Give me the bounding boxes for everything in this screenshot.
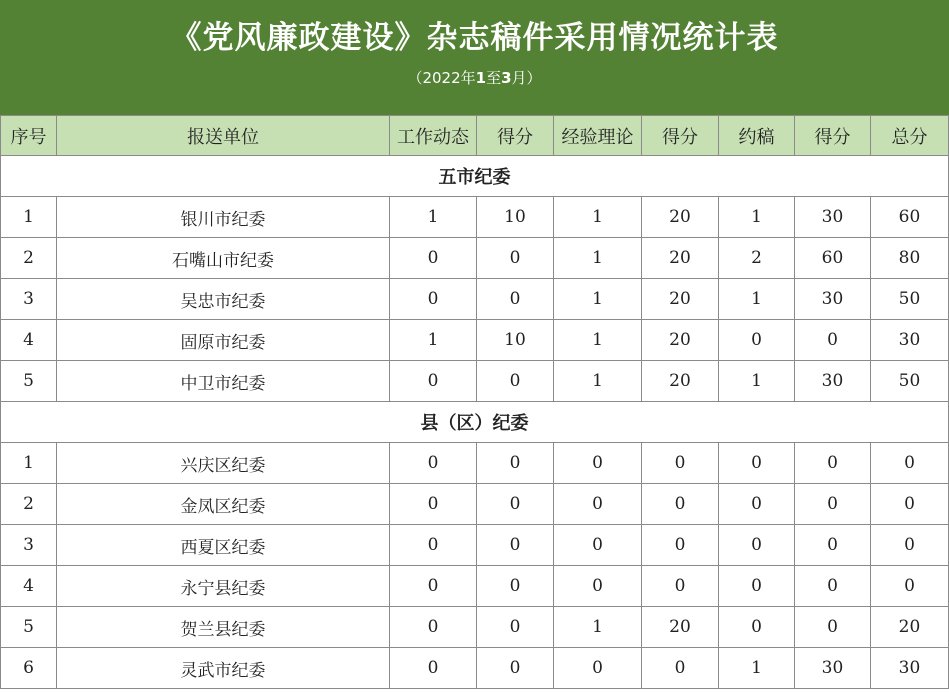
cell-experience-theory[interactable]: 1 <box>554 361 642 402</box>
cell-score-1[interactable]: 0 <box>477 484 554 525</box>
cell-experience-theory[interactable]: 0 <box>554 566 642 607</box>
section-row <box>1 156 949 197</box>
cell-total[interactable]: 30 <box>871 648 949 689</box>
col-header-total[interactable]: 总分 <box>871 116 949 156</box>
col-header-index[interactable]: 序号 <box>1 116 57 156</box>
table-row <box>1 607 949 648</box>
cell-score-3[interactable]: 0 <box>795 484 871 525</box>
cell-commissioned[interactable]: 0 <box>719 320 795 361</box>
cell-commissioned[interactable]: 0 <box>719 566 795 607</box>
cell-commissioned[interactable]: 2 <box>719 238 795 279</box>
table-row <box>1 484 949 525</box>
cell-total[interactable]: 0 <box>871 525 949 566</box>
cell-commissioned[interactable]: 0 <box>719 484 795 525</box>
table-body <box>1 156 949 689</box>
cell-score-2[interactable]: 20 <box>642 238 719 279</box>
cell-index[interactable]: 1 <box>1 443 57 484</box>
cell-score-1[interactable]: 0 <box>477 279 554 320</box>
cell-work-news[interactable]: 0 <box>390 443 477 484</box>
cell-experience-theory[interactable]: 1 <box>554 279 642 320</box>
cell-index[interactable]: 3 <box>1 525 57 566</box>
col-header-score-3[interactable]: 得分 <box>795 116 871 156</box>
date-range-open: （2022年 <box>407 69 476 87</box>
cell-unit[interactable]: 固原市纪委 <box>57 320 390 361</box>
cell-work-news[interactable]: 0 <box>390 607 477 648</box>
cell-unit[interactable]: 永宁县纪委 <box>57 566 390 607</box>
table-row <box>1 238 949 279</box>
cell-unit[interactable]: 灵武市纪委 <box>57 648 390 689</box>
cell-total[interactable]: 50 <box>871 279 949 320</box>
cell-score-1[interactable]: 0 <box>477 648 554 689</box>
cell-score-3[interactable]: 0 <box>795 525 871 566</box>
header-row <box>1 116 949 156</box>
cell-unit[interactable]: 石嘴山市纪委 <box>57 238 390 279</box>
col-header-work-news[interactable]: 工作动态 <box>390 116 477 156</box>
table-row <box>1 443 949 484</box>
cell-score-2[interactable]: 0 <box>642 648 719 689</box>
table-row <box>1 320 949 361</box>
cell-experience-theory[interactable]: 0 <box>554 525 642 566</box>
cell-index[interactable]: 1 <box>1 197 57 238</box>
cell-score-1[interactable]: 0 <box>477 238 554 279</box>
section-title[interactable]: 县（区）纪委 <box>1 402 949 443</box>
cell-work-news[interactable]: 1 <box>390 320 477 361</box>
cell-score-3[interactable]: 30 <box>795 279 871 320</box>
cell-index[interactable]: 6 <box>1 648 57 689</box>
cell-commissioned[interactable]: 1 <box>719 197 795 238</box>
cell-experience-theory[interactable]: 1 <box>554 607 642 648</box>
cell-total[interactable]: 0 <box>871 443 949 484</box>
cell-score-2[interactable]: 0 <box>642 566 719 607</box>
table-row <box>1 648 949 689</box>
cell-total[interactable]: 60 <box>871 197 949 238</box>
cell-unit[interactable]: 兴庆区纪委 <box>57 443 390 484</box>
cell-total[interactable]: 20 <box>871 607 949 648</box>
cell-total[interactable]: 0 <box>871 566 949 607</box>
cell-work-news[interactable]: 0 <box>390 525 477 566</box>
cell-score-1[interactable]: 10 <box>477 197 554 238</box>
cell-total[interactable]: 30 <box>871 320 949 361</box>
table-title: 《党风廉政建设》杂志稿件采用情况统计表 <box>170 20 779 56</box>
date-range-close: 月） <box>511 69 542 87</box>
cell-score-1[interactable]: 0 <box>477 361 554 402</box>
date-range <box>0 67 949 89</box>
statistics-table <box>0 115 949 689</box>
cell-commissioned[interactable]: 1 <box>719 279 795 320</box>
cell-score-3[interactable]: 30 <box>795 648 871 689</box>
col-header-commissioned[interactable]: 约稿 <box>719 116 795 156</box>
cell-score-3[interactable]: 30 <box>795 361 871 402</box>
cell-score-2[interactable]: 0 <box>642 484 719 525</box>
cell-score-1[interactable]: 0 <box>477 525 554 566</box>
cell-score-2[interactable]: 20 <box>642 197 719 238</box>
cell-unit[interactable]: 中卫市纪委 <box>57 361 390 402</box>
cell-total[interactable]: 50 <box>871 361 949 402</box>
cell-index[interactable]: 5 <box>1 361 57 402</box>
cell-score-2[interactable]: 20 <box>642 607 719 648</box>
cell-score-3[interactable]: 0 <box>795 566 871 607</box>
cell-total[interactable]: 0 <box>871 484 949 525</box>
cell-score-2[interactable]: 20 <box>642 361 719 402</box>
cell-index[interactable]: 2 <box>1 484 57 525</box>
cell-unit[interactable]: 银川市纪委 <box>57 197 390 238</box>
table-row <box>1 197 949 238</box>
cell-experience-theory[interactable]: 1 <box>554 238 642 279</box>
cell-unit[interactable]: 西夏区纪委 <box>57 525 390 566</box>
cell-unit[interactable]: 金凤区纪委 <box>57 484 390 525</box>
cell-work-news[interactable]: 0 <box>390 238 477 279</box>
cell-score-1[interactable]: 0 <box>477 607 554 648</box>
date-range-end-month: 3 <box>501 69 512 87</box>
date-range-start-month: 1 <box>475 69 487 87</box>
col-header-unit[interactable]: 报送单位 <box>57 116 390 156</box>
col-header-experience-theory[interactable]: 经验理论 <box>554 116 642 156</box>
cell-experience-theory[interactable]: 0 <box>554 648 642 689</box>
cell-experience-theory[interactable]: 1 <box>554 197 642 238</box>
table-row <box>1 525 949 566</box>
cell-total[interactable]: 80 <box>871 238 949 279</box>
cell-work-news[interactable]: 0 <box>390 484 477 525</box>
cell-score-1[interactable]: 0 <box>477 566 554 607</box>
date-range-to: 至 <box>486 69 502 87</box>
cell-index[interactable]: 4 <box>1 566 57 607</box>
table-row <box>1 279 949 320</box>
table-row <box>1 361 949 402</box>
cell-score-2[interactable]: 0 <box>642 525 719 566</box>
cell-experience-theory[interactable]: 0 <box>554 443 642 484</box>
cell-commissioned[interactable]: 1 <box>719 648 795 689</box>
cell-commissioned[interactable]: 0 <box>719 443 795 484</box>
title-banner <box>0 0 949 115</box>
cell-unit[interactable]: 吴忠市纪委 <box>57 279 390 320</box>
cell-experience-theory[interactable]: 0 <box>554 484 642 525</box>
cell-work-news[interactable]: 0 <box>390 648 477 689</box>
cell-score-2[interactable]: 20 <box>642 279 719 320</box>
cell-index[interactable]: 2 <box>1 238 57 279</box>
cell-work-news[interactable]: 1 <box>390 197 477 238</box>
cell-score-2[interactable]: 0 <box>642 443 719 484</box>
cell-commissioned[interactable]: 1 <box>719 361 795 402</box>
cell-commissioned[interactable]: 0 <box>719 525 795 566</box>
cell-unit[interactable]: 贺兰县纪委 <box>57 607 390 648</box>
cell-commissioned[interactable]: 0 <box>719 607 795 648</box>
cell-work-news[interactable]: 0 <box>390 279 477 320</box>
cell-work-news[interactable]: 0 <box>390 361 477 402</box>
cell-score-3[interactable]: 0 <box>795 607 871 648</box>
section-title[interactable]: 五市纪委 <box>1 156 949 197</box>
cell-index[interactable]: 5 <box>1 607 57 648</box>
section-row <box>1 402 949 443</box>
cell-experience-theory[interactable]: 1 <box>554 320 642 361</box>
col-header-score-2[interactable]: 得分 <box>642 116 719 156</box>
col-header-score-1[interactable]: 得分 <box>477 116 554 156</box>
cell-index[interactable]: 4 <box>1 320 57 361</box>
cell-score-3[interactable]: 0 <box>795 443 871 484</box>
cell-work-news[interactable]: 0 <box>390 566 477 607</box>
cell-score-3[interactable]: 30 <box>795 197 871 238</box>
cell-index[interactable]: 3 <box>1 279 57 320</box>
cell-score-3[interactable]: 60 <box>795 238 871 279</box>
cell-score-1[interactable]: 0 <box>477 443 554 484</box>
cell-score-3[interactable]: 0 <box>795 320 871 361</box>
table-row <box>1 566 949 607</box>
cell-score-1[interactable]: 10 <box>477 320 554 361</box>
cell-score-2[interactable]: 20 <box>642 320 719 361</box>
